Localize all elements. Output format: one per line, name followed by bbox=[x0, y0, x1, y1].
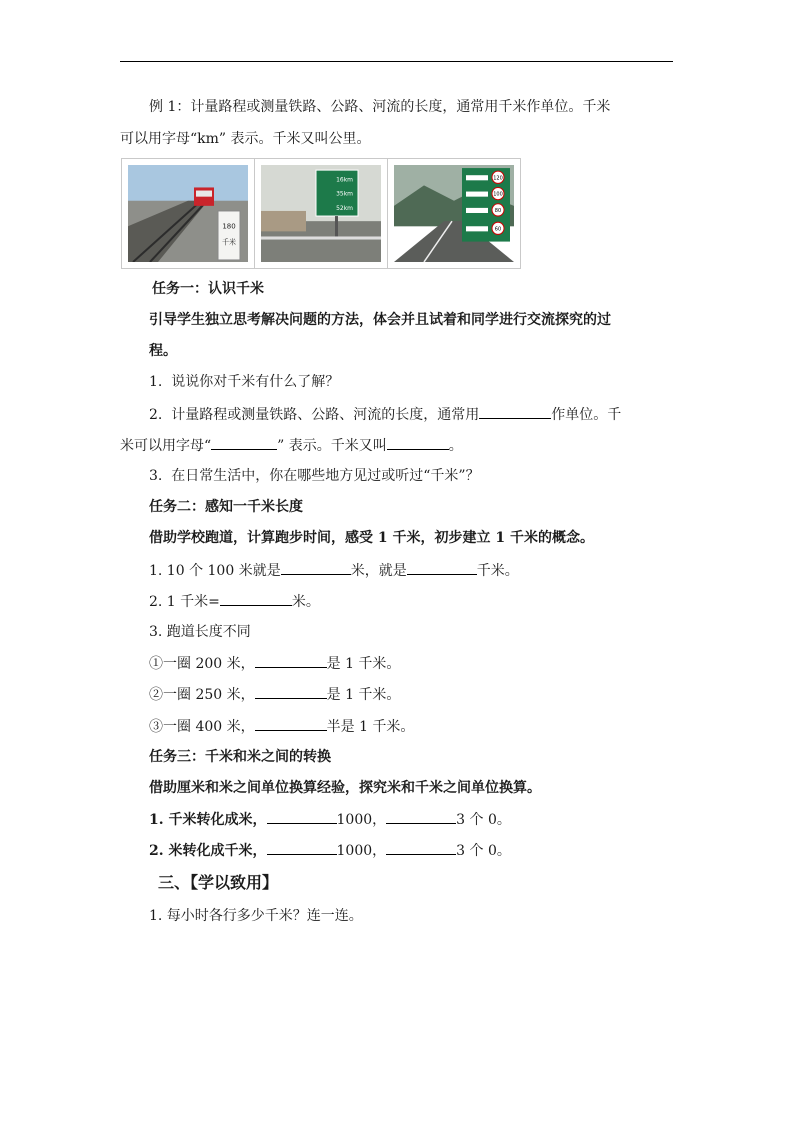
task1-guide-1: 引导学生独立思考解决问题的方法，体会并且试着和同学进行交流探究的过 bbox=[149, 312, 611, 328]
task1-q2-text-c: 米可以用字母“ bbox=[120, 438, 212, 454]
task2-guide: 借助学校跑道，计算跑步时间，感受 1 千米，初步建立 1 千米的概念。 bbox=[149, 530, 594, 546]
answer-blank[interactable] bbox=[281, 560, 351, 575]
task1-q2-text-d: ” 表示。千米又叫 bbox=[277, 438, 387, 454]
answer-blank[interactable] bbox=[267, 840, 337, 855]
task3-q1-text: 1. 千米转化成米， bbox=[149, 812, 267, 828]
task1-q2-text-a: 2. 计量路程或测量铁路、公路、河流的长度，通常用 bbox=[149, 407, 480, 423]
answer-blank[interactable] bbox=[387, 435, 449, 450]
section3-q1: 1. 每小时各行多少千米？连一连。 bbox=[149, 908, 363, 924]
task1-q3: 3. 在日常生活中，你在哪些地方见过或听过“千米”？ bbox=[149, 468, 480, 484]
task2-c3-text-a: ③一圈 400 米， bbox=[149, 719, 255, 735]
answer-blank[interactable] bbox=[255, 716, 327, 731]
answer-blank[interactable] bbox=[211, 435, 277, 450]
task2-c3-text-b: 半是 1 千米。 bbox=[326, 719, 415, 735]
answer-blank[interactable] bbox=[255, 684, 327, 699]
sign-row-2: 35km bbox=[336, 190, 353, 198]
task2-case-1 bbox=[149, 653, 400, 674]
task3-q1-end: 3 个 0。 bbox=[456, 812, 511, 828]
task2-c1-text-a: ①一圈 200 米， bbox=[149, 656, 255, 672]
speed-limit-3: 80 bbox=[494, 207, 502, 214]
task3-q2-text: 2. 米转化成千米， bbox=[149, 843, 267, 859]
distance-sign-photo bbox=[255, 159, 388, 268]
milestone-unit: 千米 bbox=[222, 237, 236, 247]
task2-case-2 bbox=[149, 684, 400, 705]
task2-q2-text-a: 2. 1 千米= bbox=[149, 594, 220, 610]
task1-title: 任务一：认识千米 bbox=[152, 281, 264, 297]
task3-q2-end: 3 个 0。 bbox=[456, 843, 511, 859]
task3-q2 bbox=[149, 840, 511, 861]
task2-q1-text-c: 千米。 bbox=[476, 563, 519, 579]
example-line-2: 可以用字母“km” 表示。千米又叫公里。 bbox=[120, 131, 371, 147]
task1-q1: 1. 说说你对千米有什么了解？ bbox=[149, 374, 340, 390]
task1-guide-2: 程。 bbox=[149, 343, 177, 359]
photo-strip bbox=[121, 158, 521, 269]
task2-q1-text-b: 米，就是 bbox=[350, 563, 407, 579]
speed-sign-photo bbox=[388, 159, 520, 268]
header-rule bbox=[120, 61, 673, 62]
answer-blank[interactable] bbox=[386, 809, 456, 824]
milestone-number: 180 bbox=[222, 221, 236, 231]
speed-limit-4: 60 bbox=[494, 226, 502, 233]
answer-blank[interactable] bbox=[220, 591, 292, 606]
task2-case-3 bbox=[149, 716, 414, 737]
task2-q2 bbox=[149, 591, 320, 612]
task3-title: 任务三：千米和米之间的转换 bbox=[149, 749, 331, 765]
section3-title: 三、【学以致用】 bbox=[158, 873, 279, 892]
task2-title: 任务二：感知一千米长度 bbox=[149, 499, 303, 515]
task2-q1 bbox=[149, 560, 519, 581]
task3-guide: 借助厘米和米之间单位换算经验，探究米和千米之间单位换算。 bbox=[149, 780, 541, 796]
task2-c1-text-b: 是 1 千米。 bbox=[326, 656, 401, 672]
task1-q2-line1 bbox=[149, 404, 621, 425]
task2-q2-text-b: 米。 bbox=[291, 594, 320, 610]
task2-q1-text-a: 1. 10 个 100 米就是 bbox=[149, 563, 281, 579]
speed-limit-2: 100 bbox=[493, 191, 503, 198]
task3-q2-mid: 1000， bbox=[336, 843, 387, 859]
task2-q3: 3. 跑道长度不同 bbox=[149, 624, 251, 640]
task1-q2-text-b: 作单位。千 bbox=[551, 407, 622, 423]
task3-q1-mid: 1000， bbox=[336, 812, 387, 828]
task2-c2-text-b: 是 1 千米。 bbox=[326, 687, 401, 703]
railway-photo bbox=[122, 159, 255, 268]
answer-blank[interactable] bbox=[255, 653, 327, 668]
sign-row-1: 16km bbox=[336, 176, 353, 184]
task1-q2-line2 bbox=[120, 435, 463, 456]
answer-blank[interactable] bbox=[267, 809, 337, 824]
example-line-1: 例 1：计量路程或测量铁路、公路、河流的长度，通常用千米作单位。千米 bbox=[149, 99, 611, 115]
task2-c2-text-a: ②一圈 250 米， bbox=[149, 687, 255, 703]
answer-blank[interactable] bbox=[386, 840, 456, 855]
speed-limit-1: 120 bbox=[493, 175, 503, 182]
answer-blank[interactable] bbox=[479, 404, 551, 419]
answer-blank[interactable] bbox=[407, 560, 477, 575]
sign-row-3: 52km bbox=[336, 204, 353, 212]
task3-q1 bbox=[149, 809, 511, 830]
task1-q2-text-e: 。 bbox=[448, 438, 463, 454]
